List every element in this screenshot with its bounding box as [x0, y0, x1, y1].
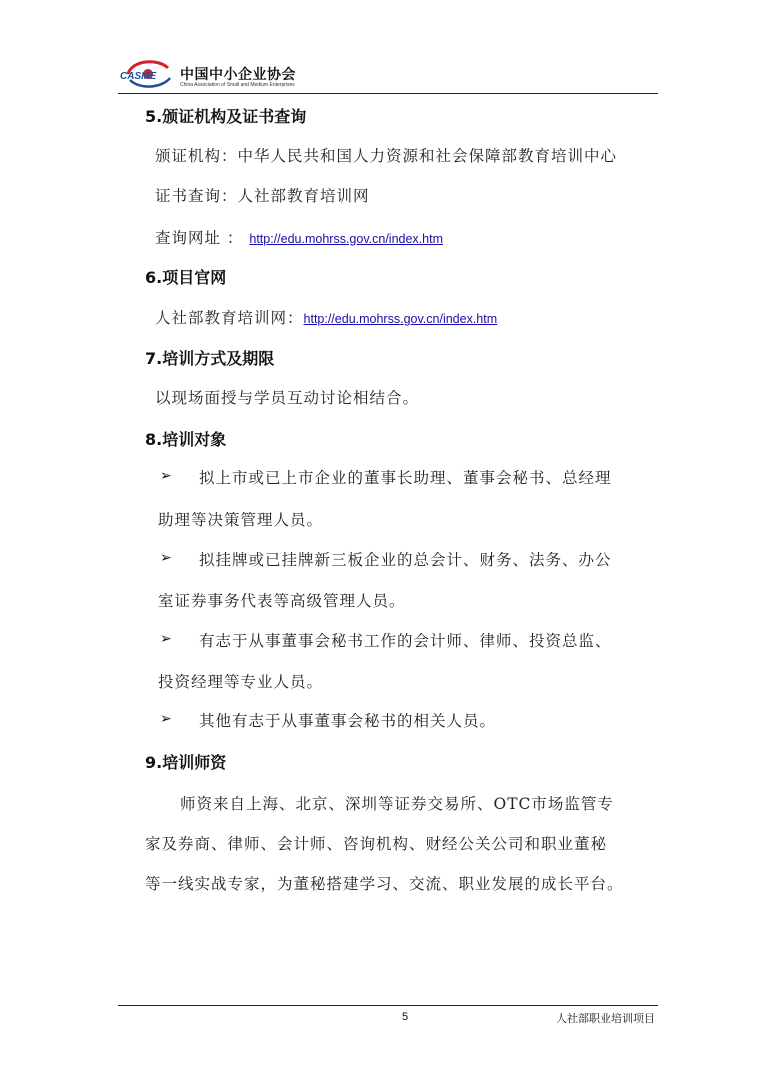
site-url-link[interactable]: http://edu.mohrss.gov.cn/index.htm [303, 312, 498, 326]
header-divider [118, 93, 658, 94]
url-label: 查询网址 ： [155, 229, 244, 247]
section-8-heading: 8.培训对象 [145, 430, 227, 449]
issuer-value: 中华人民共和国人力资源和社会保障部教育培训中心 [237, 147, 618, 165]
audience-item-4-line1: 其他有志于从事董事会秘书的相关人员。 [199, 712, 497, 730]
query-line [155, 184, 370, 206]
footer-divider [118, 1005, 658, 1006]
section-6-heading: 6.项目官网 [145, 268, 227, 287]
query-label: 证书查询： [155, 187, 238, 205]
audience-item-3-line2: 投资经理等专业人员。 [158, 673, 324, 691]
query-value: 人社部教育培训网 [237, 187, 370, 205]
footer-project-name: 人社部职业培训项目 [556, 1012, 655, 1025]
site-line [155, 306, 497, 328]
section-7-heading: 7.培训方式及期限 [145, 349, 275, 368]
page-number: 5 [402, 1011, 409, 1023]
bullet-arrow-icon: ➢ [160, 468, 172, 484]
audience-item-1-line1: 拟上市或已上市企业的董事长助理、董事会秘书、总经理 [199, 469, 612, 487]
page-header [118, 52, 658, 94]
faculty-line-3: 等一线实战专家，为董秘搭建学习、交流、职业发展的成长平台。 [145, 875, 624, 893]
audience-item-2-line1: 拟挂牌或已挂牌新三板企业的总会计、财务、法务、办公 [199, 551, 612, 569]
url-line [155, 226, 443, 248]
issuer-label: 颁证机构： [155, 147, 238, 165]
query-url-link[interactable]: http://edu.mohrss.gov.cn/index.htm [249, 232, 443, 246]
audience-item-1-line2: 助理等决策管理人员。 [158, 511, 324, 529]
org-name-en: China Association of Small and Medium Enterprises [180, 82, 295, 88]
faculty-line-2: 家及券商、律师、会计师、咨询机构、财经公关公司和职业董秘 [145, 835, 608, 853]
audience-item-2-line2: 室证券事务代表等高级管理人员。 [158, 592, 406, 610]
casme-logo [118, 56, 176, 92]
logo-text: CASME [120, 71, 157, 82]
section-7-text: 以现场面授与学员互动讨论相结合。 [155, 389, 420, 407]
bullet-arrow-icon: ➢ [160, 631, 172, 647]
bullet-arrow-icon: ➢ [160, 711, 172, 727]
section-5-heading: 5.颁证机构及证书查询 [145, 107, 307, 126]
issuer-line [155, 144, 617, 166]
section-9-heading: 9.培训师资 [145, 753, 227, 772]
audience-item-3-line1: 有志于从事董事会秘书工作的会计师、律师、投资总监、 [199, 632, 612, 650]
bullet-arrow-icon: ➢ [160, 550, 172, 566]
faculty-line-1: 师资来自上海、北京、深圳等证券交易所、OTC市场监管专 [180, 795, 614, 813]
org-name-cn: 中国中小企业协会 [180, 67, 296, 83]
site-label: 人社部教育培训网： [155, 309, 304, 327]
